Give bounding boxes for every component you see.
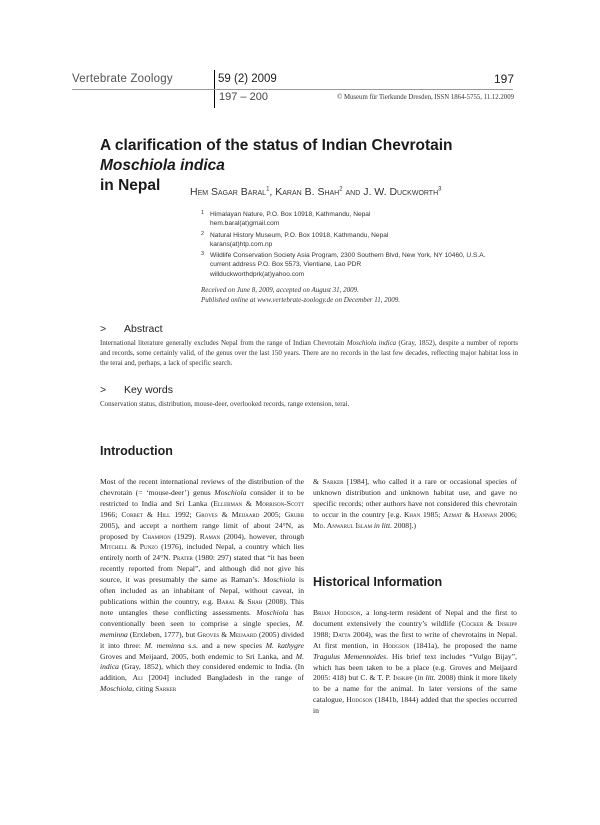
historical-heading: Historical Information — [313, 575, 443, 589]
introduction-left-run: Raman — [199, 531, 221, 541]
introduction-left-run: 1966; — [100, 509, 122, 519]
historical-run: . His brief text includes “Vulgo Bijay”, which has been taken to be a place (e.g. Groves and Meijaard 2005: 418) but — [313, 651, 517, 683]
historical-paragraph — [313, 608, 517, 717]
keywords-text: Conservation status, distribution, mouse-deer, overlooked records, range extension, terai. — [100, 400, 350, 408]
introduction-right-column — [313, 477, 517, 532]
affiliation-1-line-1: Himalayan Nature, P.O. Box 10918, Kathmandu, Nepal — [210, 211, 371, 218]
historical-run: Brian Hodgson — [313, 608, 361, 617]
affiliation-3-line-3: willduckworthdprk(at)yahoo.com — [210, 270, 305, 278]
introduction-right-run: in litt. — [373, 520, 392, 530]
introduction-left-run: has conventionally been seen to comprise a single species, — [100, 607, 304, 628]
header-rule — [72, 89, 513, 90]
introduction-left-run: Baral & Shah — [216, 596, 263, 606]
introduction-left-run: Sarker — [155, 684, 177, 694]
title-taxon: Moschiola indica — [100, 157, 225, 174]
introduction-left-run: Mitchell & Punzo — [100, 542, 158, 552]
introduction-left-run: Moschiola — [263, 575, 296, 585]
introduction-paragraph — [100, 477, 304, 695]
historical-run: , a long-term resident of Nepal and the first to document extensively the country’s wildlife ( — [313, 608, 517, 628]
introduction-right-run: [1984], who called it a rare or occasional species of unknown distribution and unknown habitat use, and gave no specific records; other authors have not considered this chevrotain to occur in the country [e.g. — [313, 477, 517, 519]
introduction-left-run: consider it to be restricted to India and Sri Lanka ( — [100, 487, 304, 508]
introduction-left-run: (2004), however, through — [220, 531, 304, 541]
affiliation-2 — [201, 231, 389, 250]
historical-run: Datta — [332, 629, 351, 639]
introduction-left-run: Prater — [172, 553, 193, 563]
affiliation-2-line-2: karans(at)htp.com.np — [210, 241, 273, 249]
affiliation-1 — [201, 210, 371, 229]
historical-run: (1841a), he proposed the name — [409, 640, 517, 650]
keywords-arrow: > — [100, 384, 107, 396]
volume-issue-year: 59 (2) 2009 — [218, 73, 277, 85]
abstract-arrow: > — [100, 323, 107, 335]
introduction-right-run: Khan — [403, 509, 421, 519]
historical-run: 1988; — [313, 629, 333, 639]
keywords-heading-text: Key words — [124, 384, 174, 396]
abstract-text — [100, 338, 518, 368]
author-3-sup: 3 — [438, 186, 442, 193]
introduction-left-run: s.s. and a new species — [184, 640, 266, 650]
author-1-sup: 1 — [266, 186, 270, 193]
introduction-left-run: Groves and Meijaard, 2005, both endemic to Sri Lanka, and — [100, 651, 296, 661]
introduction-right-run: Md. Anwarul Islam — [313, 520, 372, 530]
introduction-left-run: Moschiola — [100, 684, 133, 694]
historical-run: Hodgson — [346, 695, 373, 705]
introduction-left-run: (2008). This note untangles these conflicting assessments. — [100, 596, 304, 617]
introduction-left-run: (1929). — [170, 531, 200, 541]
author-and: and — [342, 186, 364, 198]
historical-run: Tragulus Memennoides — [313, 651, 387, 661]
affiliation-1-line-2: hem.baral(at)gmail.com — [210, 220, 280, 228]
introduction-left-run: Groves & Meijaard — [195, 509, 260, 519]
historical-run: 2004), was the first to write of chevrotains in Nepal. At first mention, in — [313, 629, 517, 650]
author-line: Hem Sagar Baral$^1$, Karan B. Shah$^2$ and J. W. Duckworth$^3$ — [190, 186, 442, 198]
introduction-left-run: Grubb — [284, 509, 304, 519]
historical-run: 2008) think it more likely to be a name for the animal. In later versions of the same catalogue, — [313, 673, 517, 705]
historical-run: Hodgson — [382, 640, 410, 650]
introduction-left-run: (Gray, 1852), which they considered endemic to India. (In addition, — [100, 662, 304, 683]
introduction-left-run: (1980: 297) stated that “it has been recently reported from Nepal”, and although did not give his source, it was presumably the same as Raman’s. — [100, 553, 304, 585]
article-dates — [201, 285, 400, 305]
introduction-left-run: M. kathygre — [265, 640, 305, 650]
introduction-left-run: Groves & Meijaard — [197, 629, 257, 639]
introduction-right-run: Azmat & Hannan — [443, 509, 497, 519]
introduction-heading: Introduction — [100, 444, 173, 458]
introduction-left-run: (2005) divided it into three: — [100, 629, 304, 650]
title-part-1: A clarification of the status of Indian Chevrotain — [100, 137, 453, 154]
introduction-left-run: 1992; — [170, 509, 196, 519]
introduction-left-run: (1976), included Nepal, a country which lies entirely north of 24°N. — [100, 542, 305, 563]
introduction-left-run: 2005; — [259, 509, 285, 519]
affiliation-3 — [201, 251, 486, 279]
historical-run: C. & T. P. Inskipp — [360, 673, 413, 683]
abstract-text-post: (Gray, 1852), despite a number of reports and records, some certainly valid, of the genus over the last 150 years. There are no records in the last few decades, reflecting major habitat loss in the terai and, perhaps, a lack of specific search. — [100, 339, 518, 367]
introduction-right-run: 2008].) — [392, 520, 417, 530]
introduction-left-run: Champion — [142, 531, 171, 541]
introduction-right-run: 2006; — [496, 509, 517, 519]
introduction-left-run: Most of the recent international reviews of the distribution of the chevrotain (= ‘mouse-deer’) genus — [100, 477, 304, 497]
journal-name: Vertebrate Zoology — [72, 73, 173, 85]
introduction-left-run: Moschiola — [214, 487, 247, 497]
introduction-left-run: M. indica — [100, 651, 304, 672]
introduction-right-run: & Sarker — [313, 477, 344, 486]
abstract-heading-text: Abstract — [124, 323, 163, 335]
historical-run: Cocker & Inskipp — [461, 618, 517, 628]
title-part-2: in Nepal — [100, 177, 161, 194]
introduction-continuation — [313, 477, 517, 532]
introduction-left-run: [2004] included Bangladesh in the range of — [142, 673, 305, 683]
affiliation-1-number: 1 — [201, 210, 205, 216]
author-2-sup: 2 — [339, 186, 343, 193]
introduction-left-run: Moschiola — [256, 607, 289, 617]
introduction-left-run: is often included as an inhabitant of Nepal, without caveat, in publications within the country, e.g. — [100, 575, 304, 606]
affiliation-3-number: 3 — [201, 251, 205, 257]
author-1: Hem Sagar Baral — [190, 186, 267, 198]
received-date: Received on June 8, 2009, accepted on August 31, 2009. — [201, 286, 359, 294]
introduction-left-column — [100, 477, 304, 695]
copyright-line: © Museum für Tierkunde Dresden, ISSN 1864-5755, 11.12.2009 — [337, 94, 514, 101]
author-3: J. W. Duckworth — [363, 186, 439, 198]
introduction-right-run: 1985; — [420, 509, 443, 519]
introduction-left-run: M. meminna — [100, 618, 304, 639]
introduction-left-run: Corbet & Hill — [121, 509, 171, 519]
keywords-heading — [100, 384, 173, 396]
page-number: 197 — [493, 72, 514, 86]
abstract-heading — [100, 323, 163, 335]
historical-run: in litt. — [417, 673, 436, 683]
abstract-text-pre: International literature generally excludes Nepal from the range of Indian Chevrotain — [100, 339, 347, 347]
introduction-left-run: , citing — [132, 684, 156, 694]
historical-run: ( — [412, 673, 418, 683]
affiliation-2-line-1: Natural History Museum, P.O. Box 10918, Kathmandu, Nepal — [210, 232, 389, 239]
abstract-taxon: Moschiola indica — [346, 339, 397, 347]
introduction-left-run: Ellerman & Morrison-Scott — [213, 498, 304, 508]
author-2: Karan B. Shah — [275, 186, 340, 198]
affiliation-3-line-2: current address P.O. Box 5573, Vientiane, Lao PDR — [210, 261, 362, 269]
introduction-left-run: (Erxleben, 1777), but — [127, 629, 198, 639]
introduction-left-run: Ali — [132, 673, 143, 683]
published-date: Published online at www.vertebrate-zoology.de on December 11, 2009. — [201, 296, 401, 304]
affiliation-3-line-1: Wildlife Conservation Society Asia Program, 2300 Southern Blvd, New York, NY 10460, U.S.A. — [210, 252, 486, 259]
historical-run: (1841b, 1844) added that the species occurred in — [313, 695, 518, 716]
introduction-left-run: M. meminna — [144, 640, 185, 650]
introduction-left-run: 2005), and accept a northern range limit of about 24°N, as proposed by — [100, 520, 304, 541]
historical-column — [313, 608, 517, 717]
affiliation-2-number: 2 — [201, 231, 205, 237]
page-range: 197 – 200 — [219, 91, 268, 103]
